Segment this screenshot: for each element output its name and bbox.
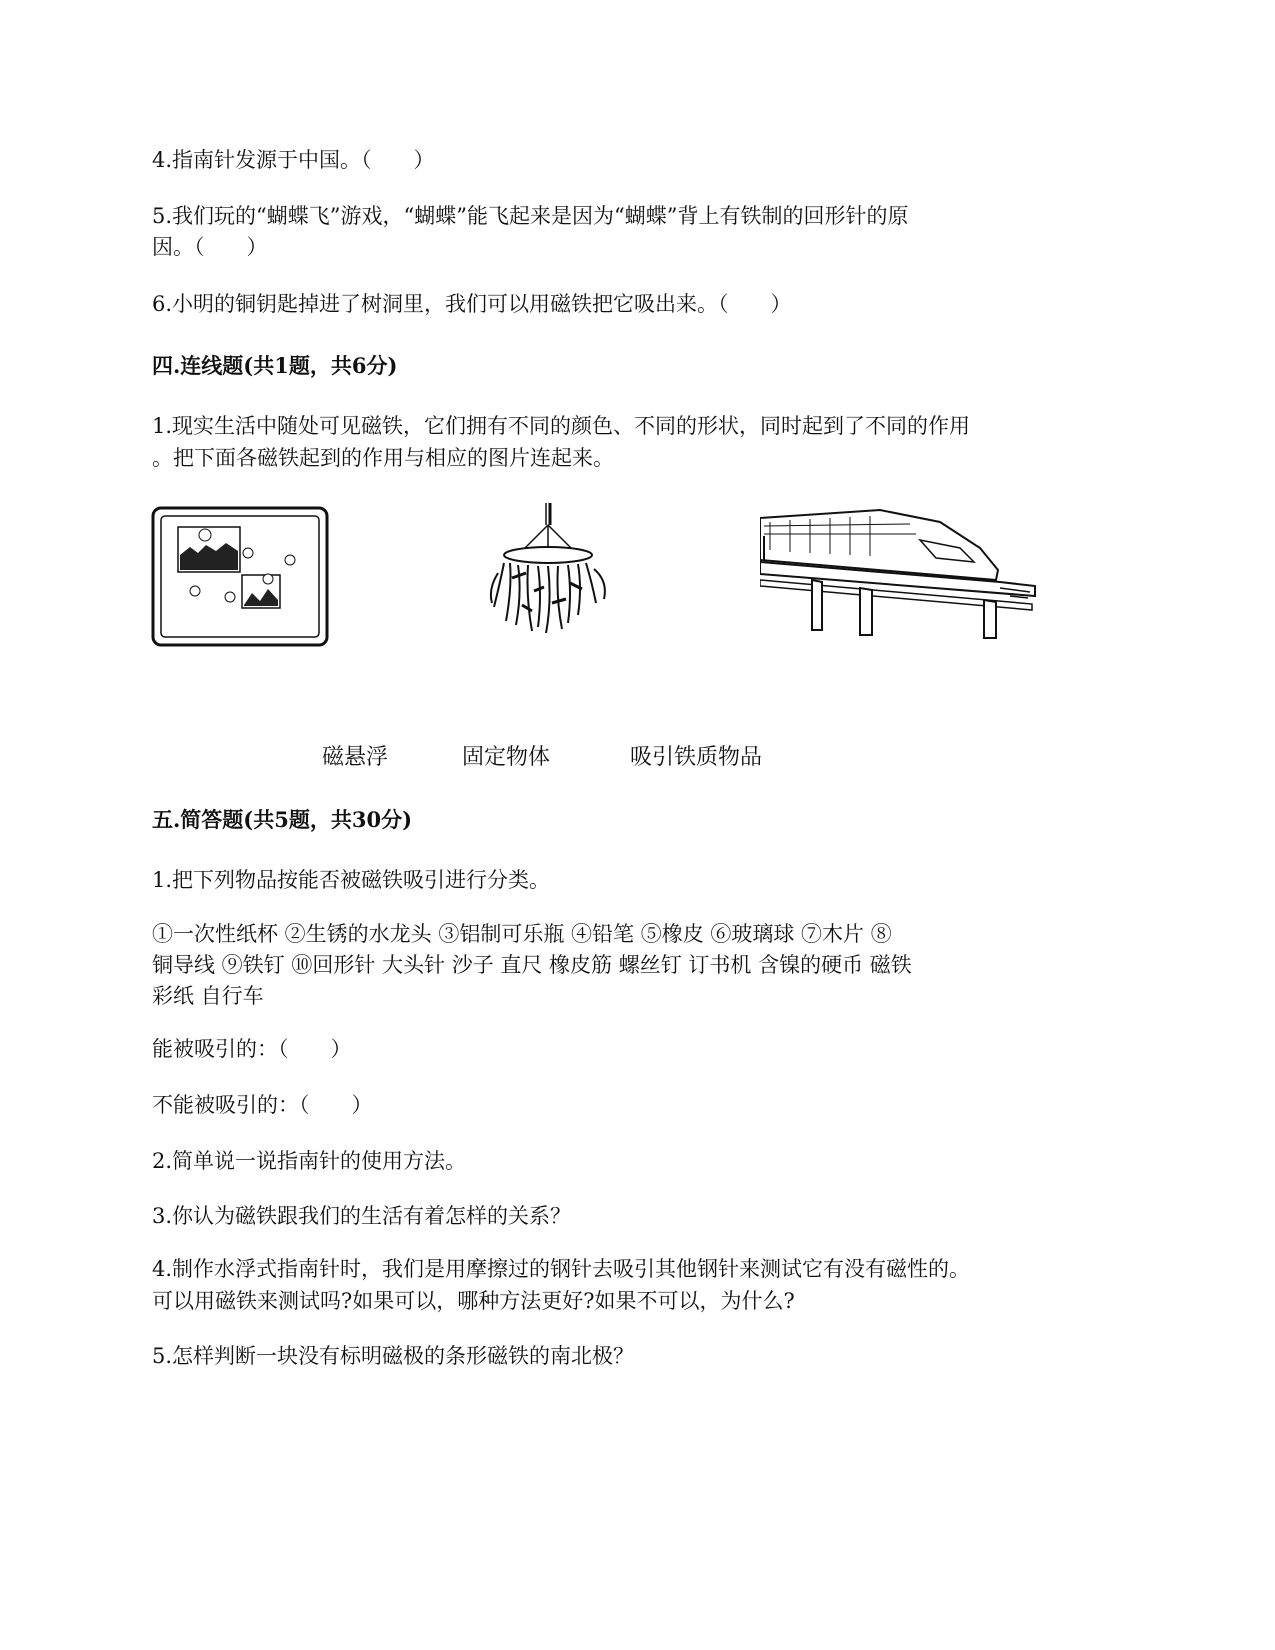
tf-question-5-line2: 因。（ ） [152, 235, 268, 259]
maglev-train-figure [760, 500, 1060, 655]
cannot-be-attracted: 不能被吸引的：（ ） [152, 1093, 373, 1117]
items-list-line3: 彩纸 自行车 [152, 984, 264, 1008]
tf-question-5-line1: 5.我们玩的“蝴蝶飞”游戏，“蝴蝶”能飞起来是因为“蝴蝶”背上有铁制的回形针的原 [152, 204, 909, 228]
items-list-line1: ①一次性纸杯 ②生锈的水龙头 ③铝制可乐瓶 ④铅笔 ⑤橡皮 ⑥玻璃球 ⑦木片 ⑧ [152, 922, 892, 946]
tf-question-4: 4.指南针发源于中国。（ ） [152, 148, 435, 172]
label-fix-objects: 固定物体 [462, 745, 551, 770]
short-answer-question-2: 2.简单说一说指南针的使用方法。 [152, 1149, 467, 1173]
short-answer-question-5: 5.怎样判断一块没有标明磁极的条形磁铁的南北极？ [152, 1344, 635, 1368]
section-5-heading: 五.简答题(共5题，共30分) [152, 807, 413, 832]
short-answer-question-3: 3.你认为磁铁跟我们的生活有着怎样的关系？ [152, 1204, 572, 1228]
matching-question-line2: 。把下面各磁铁起到的作用与相应的图片连起来。 [152, 446, 614, 470]
whiteboard-figure [150, 505, 330, 650]
crane-magnet-figure [482, 503, 622, 648]
short-answer-question-4-line1: 4.制作水浮式指南针时，我们是用摩擦过的钢针去吸引其他钢针来测试它有没有磁性的。 [152, 1257, 971, 1281]
can-be-attracted: 能被吸引的：（ ） [152, 1037, 352, 1061]
short-answer-question-1: 1.把下列物品按能否被磁铁吸引进行分类。 [152, 868, 551, 892]
short-answer-question-4-line2: 可以用磁铁来测试吗?如果可以，哪种方法更好?如果不可以，为什么? [152, 1289, 795, 1313]
label-maglev: 磁悬浮 [322, 745, 389, 770]
label-attract-iron: 吸引铁质物品 [630, 745, 763, 770]
matching-question-line1: 1.现实生活中随处可见磁铁，它们拥有不同的颜色、不同的形状，同时起到了不同的作用 [152, 414, 971, 438]
section-4-heading: 四.连线题(共1题，共6分) [152, 353, 398, 378]
tf-question-6: 6.小明的铜钥匙掉进了树洞里，我们可以用磁铁把它吸出来。（ ） [152, 292, 792, 316]
items-list-line2: 铜导线 ⑨铁钉 ⑩回形针 大头针 沙子 直尺 橡皮筋 螺丝钉 订书机 含镍的硬币 磁铁 [152, 953, 912, 977]
